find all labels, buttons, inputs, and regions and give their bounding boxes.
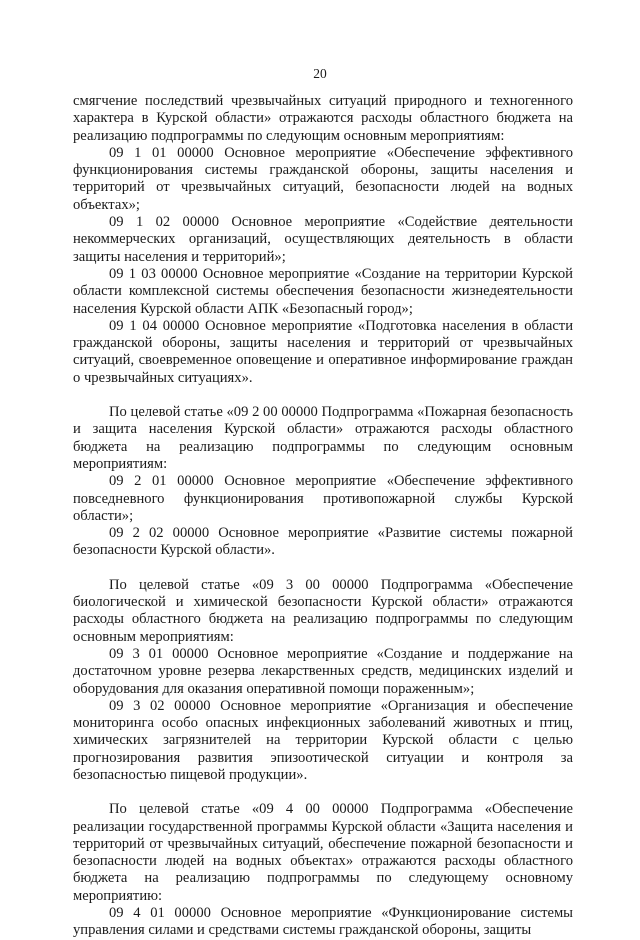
page-number: 20 (313, 66, 327, 81)
paragraph: 09 1 04 00000 Основное мероприятие «Подготовка населения в области гражданской обороны, защиты населения и территорий от чрезвычайных ситуаций, своевременное оповещение и оперативное информирование граждан о чрезвычайных ситуациях». (73, 317, 573, 386)
paragraph: 09 1 01 00000 Основное мероприятие «Обеспечение эффективного функционирования системы гражданской обороны, защиты населения и территорий от чрезвычайных ситуаций, безопасности людей на водных объектах»; (73, 144, 573, 213)
paragraph: 09 4 01 00000 Основное мероприятие «Функционирование системы управления силами и средствами системы гражданской обороны, защиты (73, 905, 573, 939)
paragraph: 09 3 02 00000 Основное мероприятие «Организация и обеспечение мониторинга особо опасных инфекционных заболеваний животных и птиц, химических загрязнителей на территории Курской области с целью прогнозирования развития эпизоотической ситуации и контроля за безопасностью пищевой продукции». (73, 697, 573, 783)
paragraph-gap (73, 784, 573, 801)
paragraph-gap (73, 387, 573, 404)
paragraph: 09 1 02 00000 Основное мероприятие «Содействие деятельности некоммерческих организаций, осуществляющих деятельность в области защиты населения и территорий»; (73, 214, 573, 265)
paragraph: 09 3 01 00000 Основное мероприятие «Создание и поддержание на достаточном уровне резерва лекарственных средств, медицинских изделий и оборудования для оказания оперативной помощи пораженным»; (73, 645, 573, 697)
paragraph: По целевой статье «09 2 00 00000 Подпрограмма «Пожарная безопасность и защита населения Курской области» отражаются расходы областного бюджета на реализацию подпрограммы по следующим основным мероприятиям: (73, 404, 573, 472)
paragraph: 09 2 01 00000 Основное мероприятие «Обеспечение эффективного повседневного функционирования противопожарной службы Курской области»; (73, 473, 573, 524)
paragraph: По целевой статье «09 3 00 00000 Подпрограмма «Обеспечение биологической и химической безопасности Курской области» отражаются расходы областного бюджета на реализацию подпрограммы по следующим основным мероприятиям: (73, 576, 573, 645)
paragraph: смягчение последствий чрезвычайных ситуаций природного и техногенного характера в Курской области» отражаются расходы областного бюджета на реализацию подпрограммы по следующим основным мероприятиям: (73, 93, 573, 144)
paragraph: 09 2 02 00000 Основное мероприятие «Развитие системы пожарной безопасности Курской области». (73, 525, 573, 559)
document-body (73, 93, 573, 940)
paragraph: 09 1 03 00000 Основное мероприятие «Создание на территории Курской области комплексной системы обеспечения безопасности жизнедеятельности населения Курской области АПК «Безопасный город»; (73, 265, 573, 317)
paragraph-gap (73, 560, 573, 577)
paragraph: По целевой статье «09 4 00 00000 Подпрограмма «Обеспечение реализации государственной программы Курской области «Защита населения и территорий от чрезвычайных ситуаций, обеспечение пожарной безопасности и безопасности людей на водных объектах» отражаются расходы областного бюджета на реализацию подпрограммы по следующему основному мероприятию: (73, 801, 573, 904)
